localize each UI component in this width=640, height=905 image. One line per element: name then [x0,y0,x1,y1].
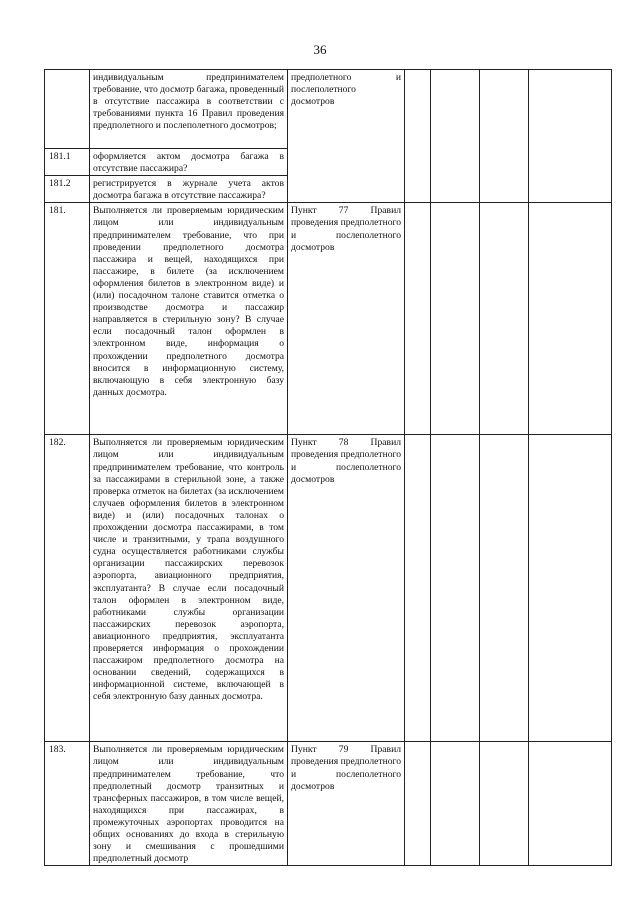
answer-cell [431,203,480,435]
answer-cell [529,70,612,203]
answer-cell [480,435,529,742]
answer-cell [431,435,480,742]
table-row [45,742,612,866]
answer-cell [431,742,480,866]
legal-reference: предполетного и послеполетного досмотров [288,70,405,203]
table-row [45,435,612,742]
answer-cell [529,742,612,866]
row-number: 183. [45,742,90,866]
answer-cell [480,203,529,435]
answer-cell [405,435,431,742]
requirement-text: Выполняется ли проверяемым юридическим лицом или индивидуальным предпринимателем требование, что при проведении предполетного досмотра пассажира и вещей, находящихся при пассажире, в билете (за исключением оформления билетов в электронном виде) и (или) посадочном талоне ставится отметка о производстве досмотра и пассажир направляется в стерильную зону? В случае если посадочный талон оформлен в электронном виде, информация о прохождении предполетного досмотра вносится в информационную систему, включающую в себя электронную базу данных досмотра. [90,203,288,435]
row-number: 181. [45,203,90,435]
checklist-table [44,69,612,866]
answer-cell [405,203,431,435]
legal-reference: Пункт 79 Правил проведения предполетного и послеполетного досмотров [288,742,405,866]
table-row [45,203,612,435]
answer-cell [431,70,480,203]
answer-cell [405,742,431,866]
answer-cell [405,70,431,203]
row-number: 182. [45,435,90,742]
table-row [45,70,612,149]
page-number: 36 [313,42,327,57]
answer-cell [480,742,529,866]
requirement-text: Выполняется ли проверяемым юридическим лицом или индивидуальным предпринимателем требование, что контроль за пассажирами в стерильной зоне, а также проверка отметок на билетах (за исключением случаев оформления билетов в электронном виде) и (или) посадочных талонах о прохождении досмотра пассажирами, в том числе и транзитными, у трапа воздушного судна осуществляется работниками службы организации пассажирских перевозок аэропорта, авиационного предприятия, эксплуатанта? В случае если посадочный талон оформлен в электронном виде, работниками службы организации пассажирских перевозок аэропорта, авиационного предприятия, эксплуатанта проверяется информация о прохождении пассажиром предполетного досмотра на основании сведений, содержащихся в информационной системе, включающей в себя электронную базу данных досмотра. [90,435,288,742]
answer-cell [529,203,612,435]
row-number: 181.1 [45,149,90,176]
requirement-text: регистрируется в журнале учета актов досмотра багажа в отсутствие пассажира? [90,176,288,203]
requirement-text: оформляется актом досмотра багажа в отсутствие пассажира? [90,149,288,176]
legal-reference: Пункт 78 Правил проведения предполетного и послеполетного досмотров [288,435,405,742]
row-number [45,70,90,149]
requirement-text: Выполняется ли проверяемым юридическим лицом или индивидуальным предпринимателем требование, что предполетный досмотр транзитных и трансферных пассажиров, в том числе вещей, находящихся при пассажирах, в промежуточных аэропортах проводится на общих основаниях до входа в стерильную зону и смешивания с прошедшими предполетный досмотр [90,742,288,866]
answer-cell [480,70,529,203]
requirement-text: индивидуальным предпринимателем требование, что досмотр багажа, проведенный в отсутствие пассажира в соответствии с требованиями пункта 16 Правил проведения предполетного и послеполетного досмотров; [90,70,288,149]
row-number: 181.2 [45,176,90,203]
legal-reference: Пункт 77 Правил проведения предполетного и послеполетного досмотров [288,203,405,435]
answer-cell [529,435,612,742]
